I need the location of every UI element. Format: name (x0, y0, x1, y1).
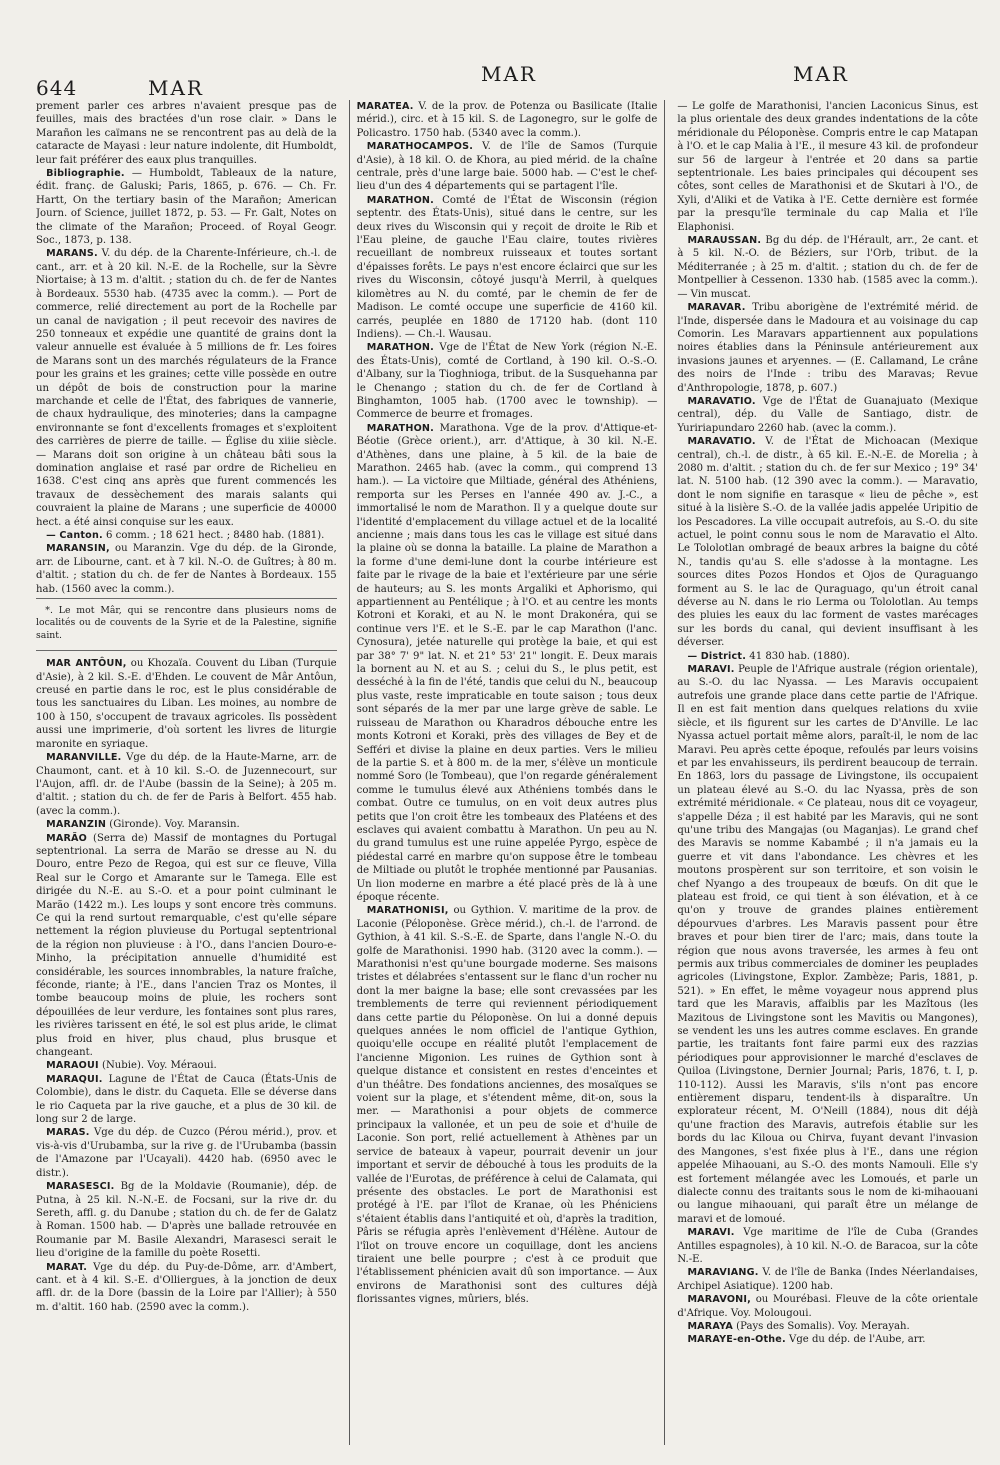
entry-text: Vge maritime de l'île de Cuba (Grandes Antilles espagnoles), à 10 kil. N.-O. de Baracoa, sur la côte N.-E. (677, 1227, 978, 1265)
entry-headword: MARAQUI. (46, 1073, 103, 1085)
entry-headword: — Canton. (46, 530, 103, 541)
entry-headword: MARANSIN, (46, 543, 110, 555)
dictionary-entry (677, 1226, 978, 1266)
entry-text: ou Khozaïa. Couvent du Liban (Turquie d'Asie), à 2 kil. S.-E. d'Ehden. Le couvent de Mâr Antôun, creusé en partie dans le roc, est le plus considérable de tous les sanctuaires du Liban. Les moines, au nombre de 100 à 150, s'occupent de travaux agricoles. Ils possèdent aussi une imprimerie, d'où sortent les livres de liturgie maronite en syriaque. (36, 658, 337, 750)
entry-text: V. du dép. de la Charente-Inférieure, ch.-l. de cant., arr. et à 20 kil. N.-E. de la Rochelle, sur la Sèvre Niortaise; à 13 m. d'altit. ; station du ch. de fer de Nantes à Bordeaux. 5530 hab. (4735 avec la comm.). — Port de commerce, relié directement au port de la Rochelle par un canal de navigation ; il peut recevoir des navires de 250 tonneaux et expédie une quantité de grains dont la valeur annuelle est évaluée à 5 millions de fr. Les foires de Marans sont un des marchés régulateurs de la France pour les grains et les graines; cette ville possède en outre un dépôt de bois de construction pour la marine marchande et celle de l'État, des fabriques de vannerie, de chaux hydraulique, des minoteries; dans la campagne environnante se font d'excellents fromages et s'exploitent des carrières de pierre de taille. — Église du xiiie siècle. — Marans doit son origine à un château bâti sous la domination anglaise et rasé par ordre de Richelieu en 1638. C'est cinq ans après que furent commencés les travaux de dessèchement des marais salants qui couvraient la plaine de Marans ; une superficie de 40000 hect. a été ainsi conquise sur les eaux. (36, 248, 337, 528)
section-divider (36, 598, 337, 599)
entry-headword: MARAVIANG. (687, 1267, 759, 1279)
entry-text: Lagune de l'État de Cauca (États-Unis de Colombie), dans le distr. du Caqueta. Elle se déverse dans le rio Caqueta par la rive gauche, et a plus de 30 kil. de long sur 2 de large. (36, 1073, 337, 1126)
entry-text: V. de la prov. de Potenza ou Basilicate (Italie mérid.), circ. et à 15 kil. S. de Lagonegro, sur le golfe de Policastro. 1750 hab. (5340 avec la comm.). (356, 101, 658, 139)
entry-text: V. de l'île de Samos (Turquie d'Asie), à 18 kil. O. de Khora, au pied mérid. de la chaîne centrale, près d'une large baie. 5000 hab. — C'est le chef-lieu d'un des 4 départements qui se partagent l'île. (356, 141, 658, 193)
column-middle (349, 100, 666, 1445)
dictionary-entry (36, 657, 337, 751)
entry-headword: MARATEA. (356, 101, 414, 112)
page-header (36, 62, 978, 100)
dictionary-entry (36, 167, 337, 247)
entry-text: *. Le mot Mâr, qui se rencontre dans plusieurs noms de localités ou de couvents de la Syrie et de la Palestine, signifie saint. (36, 605, 337, 641)
entry-text: Vge de l'État de New York (région N.-E. des États-Unis), comté de Cortland, à 190 kil. O.-S.-O. d'Albany, sur la Tioghnioga, tribut. de la Susquehanna par le Chenango ; station du ch. de fer de Cortland à Binghamton, 1005 hab. (1700 avec le township). — Commerce de beurre et fromages. (356, 342, 658, 421)
entry-text: — Humboldt, Tableaux de la nature, édit. franç. de Galuski; Paris, 1865, p. 676. — Ch. Fr. Hartt, On the tertiary basin of the Marañon; American Journ. of Science, juillet 1872, p. 53. — Fr. Galt, Notes on the climate of the Marañon; Proceed. of Royal Geogr. Soc., 1873, p. 138. (36, 168, 337, 247)
entry-headword: MARANVILLE. (46, 752, 122, 764)
entry-text: ou Maranzin. Vge du dép. de la Gironde, arr. de Libourne, cant. et à 7 kil. N.-O. de Guîtres; à 80 m. d'altit. ; station du ch. de fer de Nantes à Bordeaux. 155 hab. (1560 avec la comm.). (36, 543, 337, 595)
dictionary-entry (36, 247, 337, 529)
entry-headword: MARASESCI. (46, 1181, 115, 1193)
dictionary-entry (357, 100, 658, 140)
dictionary-entry (36, 100, 337, 167)
column-right (675, 100, 978, 1445)
entry-headword: MARAVATIO. (687, 395, 756, 407)
entry-text: (Serra de) Massif de montagnes du Portugal septentrional. La serra de Marão se dresse au N. du Douro, entre Pezo de Regoa, qui est sur ce fleuve, Villa Real sur le Corgo et Amarante sur le Tamega. Elle est dirigée du N.-E. au S.-O. et a pour point culminant le Marão (1422 m.). Les loups y sont encore très communs. Ce qui la rend surtout remarquable, c'est qu'elle sépare nettement la région pluvieuse du Portugal septentrional de la région non pluvieuse : à l'O., dans l'ancien Douro-e-Minho, la précipitation annuelle d'humidité est considérable, les sources innombrables, la nature fraîche, féconde, riante; à l'E., dans l'ancien Traz os Montes, il tombe beaucoup moins de pluie, les rochers sont dépouillées de leur verdure, les fontaines sont plus rares, les rivières tarissent en été, le sol est plus aride, le climat plus froid en hiver, plus chaud, plus brusque et changeant. (36, 832, 337, 1059)
page-number: 644 (36, 76, 78, 100)
running-head-middle: MAR (481, 62, 537, 86)
entry-text: 41 830 hab. (1880). (746, 650, 850, 662)
entry-text: ou Mourébasi. Fleuve de la côte orientale d'Afrique. Voy. Molougoui. (677, 1294, 978, 1319)
entry-text: V. de l'île de Banka (Indes Néerlandaises, Archipel Asiatique). 1200 hab. (677, 1267, 978, 1292)
entry-headword: MARAS. (46, 1127, 90, 1139)
entry-text: ou Gythion. V. maritime de la prov. de Laconie (Péloponèse. Grèce mérid.), ch.-l. de l'arrond. de Gythion, à 41 kil. S.-S.-E. de Sparte, dans l'angle N.-O. du golfe de Marathonisi. 1990 hab. (3120 avec la comm.). — Marathonisi n'est qu'une bourgade moderne. Ses maisons tristes et délabrées s'entassent sur le flanc d'un rocher nu dont la mer baigne la base; elle sont crevassées par les tremblements de terre qui reviennent périodiquement dans cette partie du Péloponèse. On lui a donné depuis quelques années le nom officiel de l'antique Gythion, quoiqu'elle occupe en réalité plutôt l'emplacement de l'ancienne Migonion. Les ruines de Gythion sont à quelque distance et consistent en restes d'enceintes et d'un théâtre. Des fondations anciennes, des mosaïques se voient sur la plage, et s'étendent même, dit-on, sous la mer. — Marathonisi a pour objets de commerce principaux la vallonée, et un peu de soie et d'huile de Laconie. Son port, relié actuellement à Athènes par un service de bateaux à vapeur, pourrait devenir un jour important et servir de débouché à tous les produits de la vallée de l'Eurotas, de préférence à celui de Calamata, qui présente des obstacles. Le port de Marathonisi est protégé à l'E. par l'îlot de Kranae, où les Phéniciens s'étaient établis dans l'antiquité et où, d'après la tradition, Pâris se réfugia après l'enlèvement d'Hélène. Autour de l'îlot on trouve encore un coquillage, dont les anciens tiraient une belle pourpre ; c'est à ce produit que l'établissement phénicien avait dû son importance. — Aux environs de Marathonisi sont des cultures déjà florissantes vignes, mûriers, blés. (356, 905, 658, 1306)
entry-headword: MARANS. (46, 248, 98, 260)
entry-text: Comté de l'État de Wisconsin (région septentr. des États-Unis), situé dans le centre, sur les deux rives du Wisconsin qui y reçoit de droite le Rib et l'Eau pleine, de gauche l'Eau claire, toutes rivières recueillant de nombreux ruisseaux et toutes sortant d'épaisses forêts. Le pays n'est encore éclairci que sur les rives du Wisconsin, côtoyé jusqu'à Merril, à quelques kilomètres au N. du comté, par le chemin de fer de Madison. Le comté occupe une superficie de 4160 kil. carrés, peuplée en 1880 de 17120 hab. (dont 110 Indiens). — Ch.-l. Wausau. (356, 194, 658, 340)
dictionary-entry (357, 341, 658, 421)
dictionary-entry (677, 234, 978, 301)
entry-text: V. de l'État de Michoacan (Mexique central), ch.-l. de distr., à 65 kil. E.-N.-E. de Morelia ; à 2080 m. d'altit. ; station du ch. de fer sur Mexico ; 19° 34' lat. N. 5100 hab. (12 390 avec la comm.). — Maravatio, dont le nom signifie en tarasque « lieu de pêche », est situé à la lisière S.-O. de la vallée jadis appelée Uripitio de los Pescadores. La ville occupait autrefois, au S.-O. du site actuel, le point connu sous le nom de Maravatio el Alto. Le Tololotlan ombragé de beaux arbres la baigne du côté N., tandis qu'au S. elle s'adosse à la montagne. Les sources dites Pozos Hondos et Ojos de Quraguango forment au S. le lac de Quraguago, qu'un étroit canal déverse au N. dans le rio Lerma ou Tololotlan. Au temps des pluies les eaux du lac forment de vastes marécages sur les bords du canal, qui devient insuffisant à les déverser. (677, 436, 978, 649)
entry-text: (Gironde). Voy. Maransin. (106, 819, 240, 831)
dictionary-entry (677, 435, 978, 650)
entry-text: Bg du dép. de l'Hérault, arr., 2e cant. et à 5 kil. N.-O. de Béziers, sur l'Orb, tribut. de la Méditerranée ; à 25 m. d'altit. ; station du ch. de fer de Montpellier à Cessenon. 1330 hab. (1585 avec la comm.). — Vin muscat. (677, 235, 978, 300)
dictionary-entry (677, 1293, 978, 1320)
entry-text: 6 comm. ; 18 621 hect. ; 8480 hab. (1881). (102, 530, 325, 541)
column-left (36, 100, 339, 1445)
entry-headword: MARANZIN (46, 819, 107, 831)
dictionary-entry (36, 751, 337, 818)
entry-headword: MARATHOCAMPOS. (366, 141, 474, 153)
entry-text: Marathona. Vge de la prov. d'Attique-et-Béotie (Grèce orient.), arr. d'Attique, à 30 kil. N.-E. d'Athènes, dans une plaine, à 5 kil. de la baie de Marathon. 2465 hab. (avec la comm., qui comprend 13 ham.). — La victoire que Miltiade, général des Athéniens, remporta sur les Perses en l'année 490 av. J.-C., a immortalisé le nom de Marathon. Il y a quelque doute sur l'identité d'emplacement du village actuel et de la localité ancienne ; mais dans tous les cas le village est situé dans la plaine où se donna la bataille. La plaine de Marathon a la forme d'une demi-lune dont la courbe intérieure est faite par le rivage de la baie et l'extérieure par une série de hauteurs; au S. les monts Argaliki et Aphorismo, qui appartiennent au Pentélique ; à l'O. et au centre les monts Kotroni et Koraki, et au N. le mont Drakonéra, qui se continue vers l'E. et le S.-E. par le cap Marathon (l'anc. Cynosura), jetée naturelle qui protège la baie, et qui est par 38° 7' 9" lat. N. et 21° 53' 21" longit. E. Deux marais la bornent au N. et au S. ; celui du S., le plus petit, est desséché à la fin de l'été, tandis que celui du N., beaucoup plus vaste, reste impraticable en toute saison ; tous deux sont séparés de la mer par une large grève de sable. Le ruisseau de Marathon ou Kharadros débouche entre les monts Kotroni et Koraki, près des villages de Bey et de Sefféri et divise la plaine en deux parties. Vers le milieu de la partie S. et à 800 m. de la mer, s'élève un monticule nommé Soro (le Tombeau), que l'on regarde généralement comme le tumulus élevé aux Athéniens tombés dans le combat. Outre ce tumulus, on en voit deux autres plus petits que l'on croit être les tombeaux des Platéens et des esclaves qui avaient combattu à Marathon. Un peu au N. du grand tumulus est une ruine appelée Pyrgo, espèce de piédestal carré en marbre qu'on suppose être le tombeau de Miltiade ou plutôt le trophée mentionné par Pausanias. Un lion moderne en marbre a été placé près de là à une époque récente. (356, 422, 658, 903)
dictionary-entry (36, 1073, 337, 1127)
dictionary-entry (36, 1059, 337, 1072)
dictionary-entry (677, 1320, 978, 1333)
entry-text: (Pays des Somalis). Voy. Merayah. (732, 1320, 910, 1332)
running-head-right: MAR (793, 62, 849, 86)
entry-headword: MARAT. (46, 1261, 88, 1273)
footnote (36, 605, 337, 642)
entry-text: — Le golfe de Marathonisi, l'ancien Laconicus Sinus, est la plus orientale des deux grandes indentations de la côte méridionale du Péloponèse. Compris entre le cap Matapan à l'O. et le cap Malia à l'E., il mesure 43 kil. de profondeur sur 56 de largeur à l'entrée et 20 dans sa partie septentrionale. Les baies principales qui découpent ses côtes, sont celles de Marathonisi et de Skutari à l'O., de Xyli, d'Aliki et de Vatika à l'E. Cette dernière est formée par la presqu'île terminale du cap Malia et l'île Elaphonisi. (677, 101, 978, 233)
dictionary-entry (357, 422, 658, 905)
entry-text: (Nubie). Voy. Méraoui. (98, 1060, 217, 1072)
running-head-left: MAR (148, 76, 204, 100)
entry-text: prement parler ces arbres n'avaient presque pas de feuilles, mais des bractées d'un rose clair. » Dans le Marañon les caïmans ne se rencontrent pas au delà de la cataracte de Mayasi : leur nature indolente, dit Humboldt, leur fait préférer des eaux plus tranquilles. (36, 101, 337, 166)
entry-headword: MARATHONISI, (366, 905, 449, 917)
dictionary-entry (677, 395, 978, 435)
dictionary-entry (357, 194, 658, 341)
entry-text: Vge du dép. du Puy-de-Dôme, arr. d'Ambert, cant. et à 4 kil. S.-E. d'Olliergues, à la jonction de deux affl. dr. de la Dore (bassin de la Loire par l'Allier); à 550 m. d'altit. 160 hab. (2590 avec la comm.). (36, 1261, 337, 1313)
text-columns (36, 100, 978, 1445)
entry-headword: MARAYE-en-Othe. (687, 1334, 786, 1346)
dictionary-entry (677, 650, 978, 663)
entry-text: Vge de l'État de Guanajuato (Mexique central), dép. du Valle de Santiago, distr. de Yuririapundaro 2260 hab. (avec la comm.). (677, 395, 978, 434)
entry-text: Tribu aborigène de l'extrémité mérid. de l'Inde, dispersée dans le Madoura et au voisinage du cap Comorin. Les Maravars appartiennent aux populations noires établies dans la Péninsule antérieurement aux invasions jaunes et aryennes. — (E. Callamand, Le crâne des noirs de l'Inde : tribu des Maravas; Revue d'Anthropologie, 1878, p. 607.) (677, 302, 978, 394)
entry-headword: MARATHON. (366, 194, 435, 206)
entry-headword: MARAYA (687, 1320, 733, 1332)
entry-headword: MARÃO (46, 832, 88, 844)
dictionary-entry (677, 1333, 978, 1346)
entry-headword: MARAVI. (687, 1227, 735, 1239)
entry-text: Peuple de l'Afrique australe (région orientale), au S.-O. du lac Nyassa. — Les Maravis occupaient autrefois une grande place dans cette partie de l'Afrique. Il en est fait mention dans quelques relations du xviie siècle, et ils figurent sur les cartes de D'Anville. Le lac Nyassa actuel portait même alors, paraît-il, le nom de lac Maravi. Peu après cette époque, refoulés par leurs voisins et par les envahisseurs, ils perdirent beaucoup de terrain. En 1863, lors du passage de Livingstone, ils occupaient un plateau élevé au S.-O. du lac Nyassa, près de son extrémité méridionale. « Ce plateau, nous dit ce voyageur, s'appelle Déza ; il est habité par les Maravis, qui ne sont qu'une tribu des Mangajas (ou Maganjas). Le grand chef des Maravis se nomme Kabambé ; il n'a jamais eu la guerre et vit dans l'abondance. Les chèvres et les moutons prospèrent sur son territoire, et son voisin le chef Nyango a des troupeaux de bœufs. On dit que le plateau est froid, ce qui tient à son élévation, et à ce qu'on y trouve de grandes plaines entièrement dépourvues d'arbres. Les Maravis passent pour être braves et pour bien tirer de l'arc; mais, dans toute la région que nous avons traversée, les armes à feu ont permis aux tribus commerciales de dominer les peuplades agricoles (Livingstone, Explor. Zambèze; Paris, 1881, p. 521). » En effet, le même voyageur nous apprend plus tard que les Maravis, affaiblis par les Mazîtous (les Mazitous de Livingstone sont les Mavitis ou Mangones), se vendent les uns les autres comme esclaves. En grande partie, les traitants font faire parmi eux des razzias périodiques pour approvisionner le marché d'esclaves de Quiloa (Livingstone, Dernier Journal; Paris, 1876, t. I, p. 110-112). Aussi les Maravis, s'ils n'ont pas encore entièrement disparu, tendent-ils à disparaître. Un explorateur récent, M. O'Neill (1884), nous dit déjà qu'une fraction des Maravis, autrefois établie sur les bords du lac Kiloua ou Chirva, fuyant devant l'invasion des Mangones, s'est fixée plus à l'E., dans une région appelée Mihaouani, au S.-O. des monts Namouli. Elle s'y est fortement mélangée avec les Lomoués, et parle un dialecte connu des traitants sous le nom de ki-mihaouani ou langue mihaouani, qui paraît être un mélange de maravi et de lomoué. (677, 664, 978, 1225)
dictionary-entry (36, 1126, 337, 1180)
entry-headword: MARATHON. (366, 422, 435, 434)
dictionary-entry (357, 904, 658, 1306)
dictionary-entry (357, 140, 658, 194)
dictionary-entry (36, 529, 337, 542)
section-divider (36, 650, 337, 651)
dictionary-entry (36, 818, 337, 831)
entry-headword: MARAVATIO. (687, 436, 756, 448)
entry-headword: MARAVONI, (687, 1294, 752, 1306)
dictionary-entry (36, 1180, 337, 1260)
dictionary-entry (677, 301, 978, 395)
dictionary-entry (36, 542, 337, 596)
entry-headword: MAR ANTÔUN, (46, 658, 127, 670)
entry-text: Vge du dép. de l'Aube, arr. (785, 1334, 926, 1346)
entry-text: Bg de la Moldavie (Roumanie), dép. de Putna, à 25 kil. N.-N.-E. de Focsani, sur la rive dr. du Sereth, affl. g. du Danube ; station du ch. de fer de Galatz à Roman. 1500 hab. — D'après une ballade retrouvée en Roumanie par M. Basile Alexandri, Marasesci serait le lieu d'origine de la famille du poète Rosetti. (36, 1181, 337, 1260)
dictionary-entry (677, 663, 978, 1226)
entry-headword: Bibliographie. (46, 168, 125, 180)
dictionary-entry (36, 832, 337, 1060)
dictionary-entry (36, 1261, 337, 1315)
entry-headword: — District. (687, 650, 747, 662)
dictionary-entry (677, 1266, 978, 1293)
entry-headword: MARATHON. (366, 342, 435, 354)
entry-headword: MARAVAR. (687, 302, 746, 314)
entry-text: Vge du dép. de Cuzco (Pérou mérid.), prov. et vis-à-vis d'Urubamba, sur la rive g. de l'Urubamba (bassin de l'Amazone par l'Ucayali). 4420 hab. (6950 avec le distr.). (36, 1127, 337, 1179)
entry-headword: MARAUSSAN. (687, 235, 762, 247)
entry-text: Vge du dép. de la Haute-Marne, arr. de Chaumont, cant. et à 10 kil. S.-O. de Juzennecourt, sur l'Aujon, affl. dr. de l'Aube (bassin de la Seine); à 205 m. d'altit. ; station du ch. de fer de Paris à Belfort. 455 hab. (avec la comm.). (36, 752, 337, 817)
entry-headword: MARAVI. (687, 664, 735, 676)
dictionary-entry (677, 100, 978, 234)
entry-headword: MARAOUI (46, 1060, 99, 1072)
